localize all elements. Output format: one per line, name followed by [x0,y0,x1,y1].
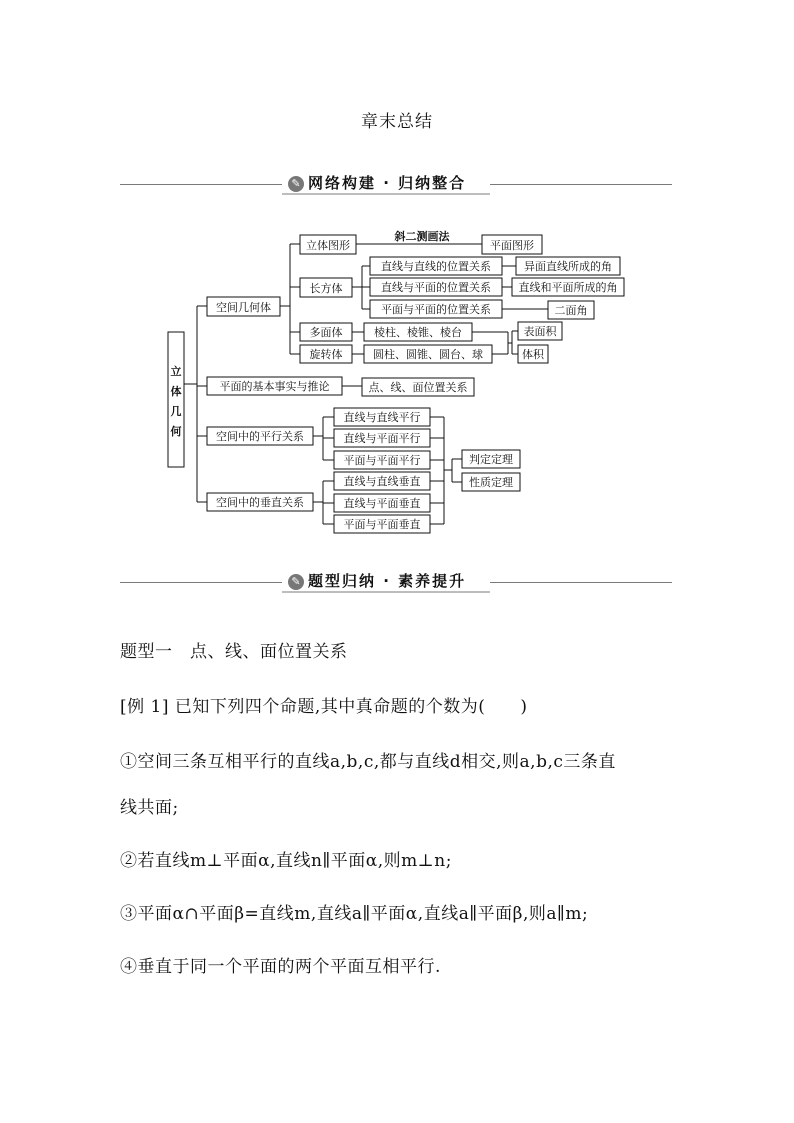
node-label: 平面的基本事实与推论 [219,380,330,393]
node-label: 圆柱、圆锥、圆台、球 [373,348,483,361]
node-label: 表面积 [523,325,557,338]
node-label: 直线与直线的位置关系 [381,260,491,273]
node-surface-area [518,322,562,340]
node-label: 直线与直线垂直 [343,475,421,488]
example-stem: [例 1] 已知下列四个命题,其中真命题的个数为( ) [120,697,528,717]
edge-label-oblique: 斜二测画法 [394,230,450,243]
node-label: 平面图形 [490,239,534,252]
node-label: 直线与平面的位置关系 [381,281,491,294]
node-criterion [462,450,520,468]
statement-4: ④垂直于同一个平面的两个平面互相平行. [120,957,441,977]
pencil-icon: ✎ [288,176,304,192]
node-basic-facts [207,377,342,395]
section-heading: 题型一 点、线、面位置关系 [120,642,348,662]
node-plane-plane-parallel [334,451,430,469]
node-label: 棱柱、棱锥、棱台 [374,326,462,339]
node-label: 直线和平面所成的角 [518,281,618,294]
node-label: 平面与平面垂直 [343,518,421,531]
node-point-line-plane [362,378,474,396]
node-line-line-perp [334,472,430,490]
node-label: 旋转体 [309,348,343,361]
node-space-solids [207,297,280,316]
node-label: 判定定理 [469,453,513,466]
node-plane-plane-position [370,300,502,318]
root-char-3: 几 [170,405,182,418]
statement-2: ②若直线m⊥平面α,直线n∥平面α,则m⊥n; [120,851,452,871]
root-char-1: 立 [170,365,182,378]
node-label: 直线与直线平行 [343,411,421,424]
node-label: 直线与平面平行 [343,432,421,445]
node-label: 性质定理 [469,476,513,489]
node-dihedral [548,301,594,319]
node-label: 异面直线所成的角 [524,260,612,273]
node-plane-figure [482,235,542,254]
node-line-plane-position [370,278,502,296]
node-label: 空间中的垂直关系 [216,496,304,509]
node-label: 平面与平面的位置关系 [381,303,491,316]
node-label: 二面角 [554,304,588,317]
node-label: 长方体 [309,282,343,295]
node-label: 点、线、面位置关系 [368,381,468,394]
node-label: 平面与平面平行 [343,454,421,467]
statement-3: ③平面α∩平面β=直线m,直线a∥平面α,直线a∥平面β,则a∥m; [120,904,589,924]
statement-1-line-1: ①空间三条互相平行的直线a,b,c,都与直线d相交,则a,b,c三条直 [120,752,616,772]
node-label: 空间几何体 [216,301,271,314]
node-label: 空间中的平行关系 [216,430,304,443]
node-skew-angle [516,257,620,275]
node-line-line-parallel [334,408,430,426]
statement-1-line-2: 线共面; [120,798,179,818]
node-cuboid [300,278,352,297]
node-label: 体积 [522,348,544,361]
root-char-2: 体 [170,385,182,398]
root-char-4: 何 [170,425,182,438]
node-line-line-position [370,257,502,275]
node-revolution [300,345,352,363]
node-solid-figure [300,235,356,254]
page-title: 章末总结 [361,112,433,132]
banner-text: 题型归纳 · 素养提升 [308,572,467,590]
node-label: 多面体 [309,326,343,339]
node-cylinder-group [364,345,492,363]
node-plane-plane-perp [334,515,430,533]
node-parallel [207,427,313,445]
node-perpendicular [207,493,313,511]
section-banner-types [120,571,672,593]
node-label: 立体图形 [306,239,350,252]
node-property [462,473,520,491]
root-node [168,332,184,467]
node-line-plane-parallel [334,429,430,447]
pencil-icon: ✎ [288,574,304,590]
node-label: 直线与平面垂直 [343,497,421,510]
node-line-plane-perp [334,494,430,512]
node-line-plane-angle [512,278,624,296]
banner-label [282,571,490,593]
node-polyhedron [300,323,352,341]
banner-text: 网络构建 · 归纳整合 [308,174,467,192]
node-volume [518,345,548,363]
node-prism-group [364,323,472,341]
